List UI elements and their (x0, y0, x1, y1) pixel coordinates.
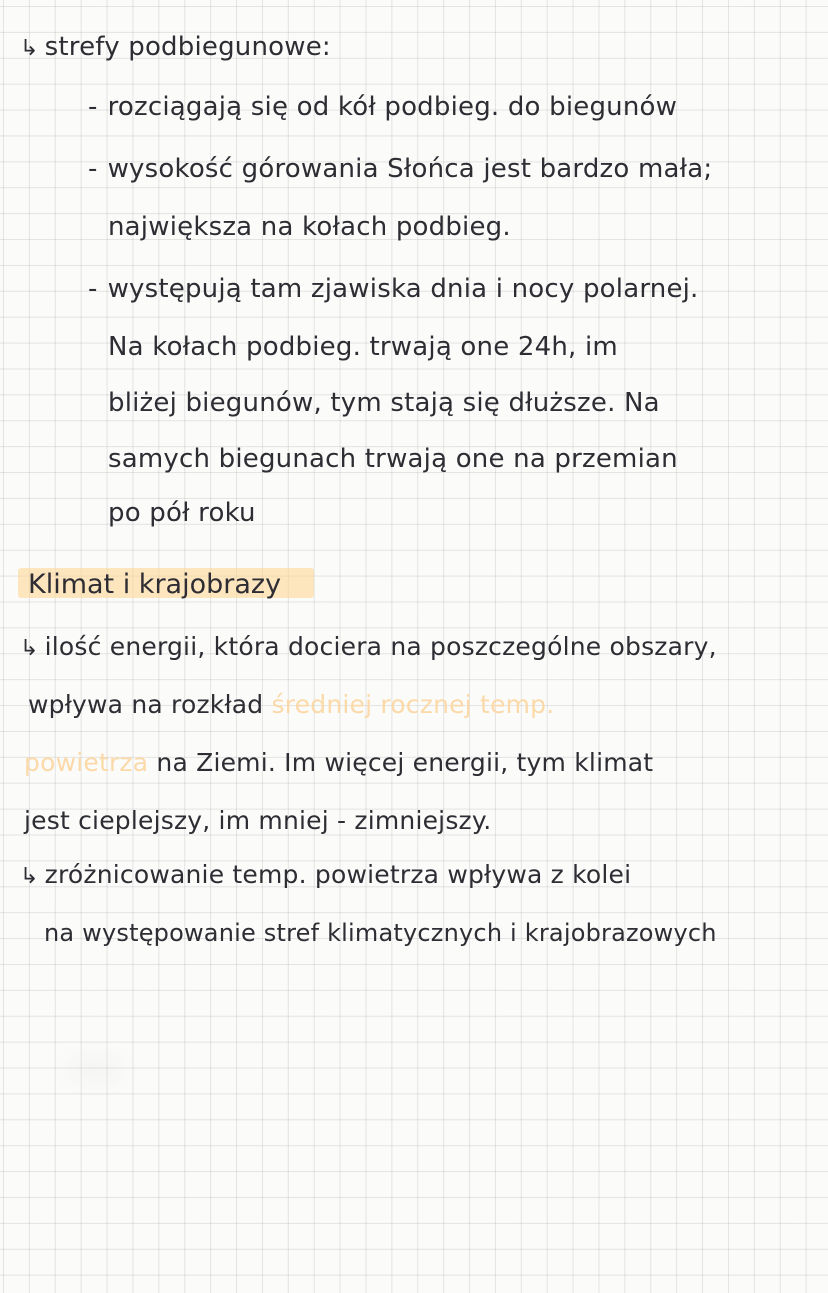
bullet-continuation (108, 210, 511, 244)
paragraph-text: ilość energii, która dociera na poszczególne obszary, (44, 632, 717, 661)
bullet-continuation (108, 330, 618, 364)
arrow-icon: ↳ (20, 36, 39, 61)
section-title-line (20, 30, 331, 66)
bullet-line (88, 152, 712, 186)
dash-marker: - (88, 92, 98, 122)
bullet-text: największa na kołach podbieg. (108, 212, 511, 242)
paragraph-line (44, 916, 717, 950)
paragraph-text: jest cieplejszy, im mniej - zimniejszy. (24, 806, 492, 835)
paragraph-line (28, 688, 554, 722)
paragraph-text: na Ziemi. Im więcej energii, tym klimat (156, 748, 654, 777)
bullet-continuation (108, 386, 660, 420)
arrow-icon: ↳ (20, 636, 39, 661)
paragraph-line (20, 630, 717, 666)
paragraph-line (24, 746, 653, 780)
arrow-icon: ↳ (20, 864, 39, 889)
bullet-text: rozciągają się od kół podbieg. do biegunów (107, 92, 678, 122)
paper-smudge (50, 1040, 140, 1100)
bullet-continuation (108, 442, 678, 476)
bullet-text: Na kołach podbieg. trwają one 24h, im (108, 332, 618, 362)
highlighted-text: powietrza (24, 748, 149, 777)
paragraph-text: zróżnicowanie temp. powietrza wpływa z kolei (44, 860, 632, 889)
bullet-text: występują tam zjawiska dnia i nocy polarnej. (107, 274, 699, 304)
dash-marker: - (88, 274, 98, 304)
paragraph-line (24, 804, 491, 838)
bullet-text: samych biegunach trwają one na przemian (108, 444, 678, 474)
section-heading: Klimat i krajobrazy (28, 569, 282, 600)
bullet-text: wysokość górowania Słońca jest bardzo mała; (107, 154, 713, 184)
dash-marker: - (88, 154, 98, 184)
bullet-text: po pół roku (108, 498, 256, 528)
paragraph-text: wpływa na rozkład (28, 690, 264, 719)
bullet-text: bliżej biegunów, tym stają się dłuższe. Na (108, 388, 660, 418)
section-title: strefy podbiegunowe: (44, 32, 331, 62)
bullet-continuation (108, 496, 256, 530)
paragraph-line (20, 858, 631, 894)
bullet-line (88, 90, 677, 124)
bullet-line (88, 272, 699, 306)
highlighted-text: średniej rocznej temp. (271, 690, 555, 719)
paragraph-text: na występowanie stref klimatycznych i krajobrazowych (44, 919, 717, 947)
